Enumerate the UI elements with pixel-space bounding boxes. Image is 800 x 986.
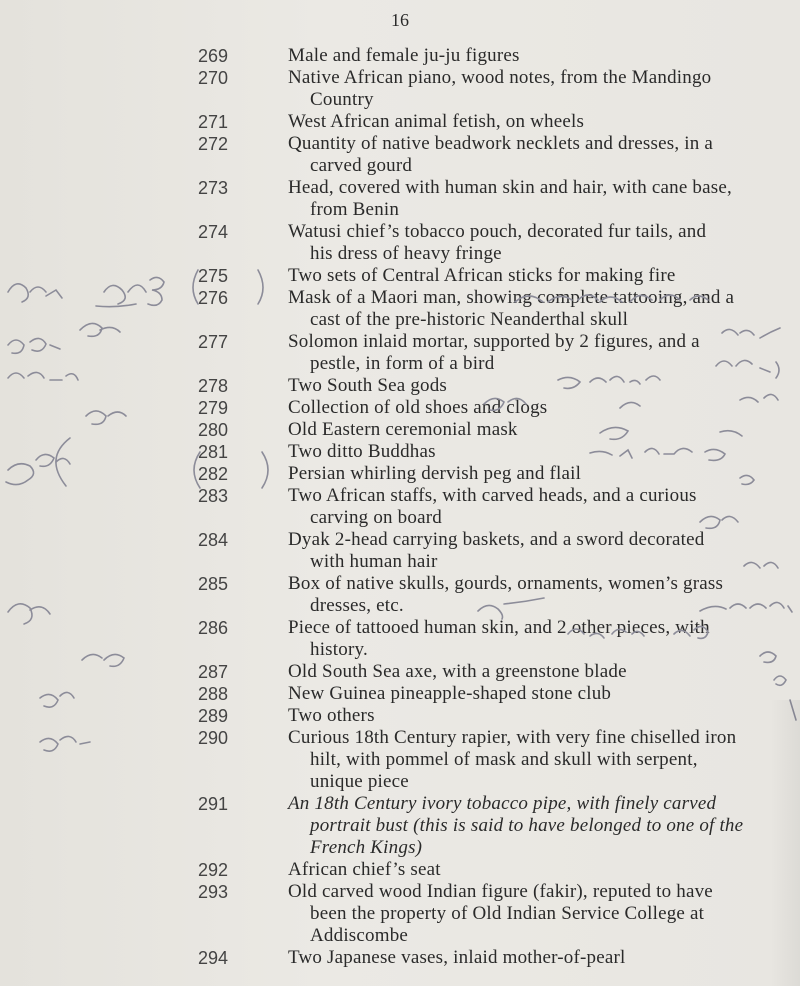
lot-number: 290	[198, 728, 229, 748]
lot-number: 287	[198, 662, 229, 682]
lot-description-line: Piece of tattooed human skin, and 2 other pieces, with	[288, 617, 710, 638]
lot-description-line: Two others	[288, 705, 375, 726]
lot-description-line: been the property of Old Indian Service College at	[310, 903, 705, 924]
lot-description-line: Addiscombe	[310, 925, 409, 946]
lot-number: 292	[198, 860, 229, 880]
lot-description-line: unique piece	[310, 771, 409, 792]
page-number: 16	[391, 10, 409, 30]
lot-description-line: with human hair	[310, 551, 438, 572]
lot-number: 273	[198, 178, 229, 198]
lot-description-line: pestle, in form of a bird	[310, 353, 495, 374]
lot-description-line: Two ditto Buddhas	[288, 441, 436, 462]
lot-description-line: Mask of a Maori man, showing complete tattooing, and a	[288, 287, 735, 308]
lot-description-line: Two sets of Central African sticks for making fire	[288, 265, 676, 286]
lot-number: 285	[198, 574, 229, 594]
lot-number: 289	[198, 706, 229, 726]
lot-description-line: Two African staffs, with carved heads, and a curious	[288, 485, 697, 506]
lot-number: 272	[198, 134, 229, 154]
page-edge-shadow	[770, 700, 800, 986]
lot-description-line: Collection of old shoes and clogs	[288, 397, 548, 418]
lot-description-line: Two South Sea gods	[288, 375, 448, 396]
lot-description-line: his dress of heavy fringe	[310, 243, 502, 264]
lot-description-line: hilt, with pommel of mask and skull with serpent,	[310, 749, 698, 770]
lot-description-line: Dyak 2-head carrying baskets, and a sword decorated	[288, 529, 705, 550]
lot-description-line: West African animal fetish, on wheels	[288, 111, 585, 132]
lot-number: 286	[198, 618, 229, 638]
lot-description-line: carving on board	[310, 507, 442, 528]
lot-number: 275	[198, 266, 229, 286]
lot-number: 279	[198, 398, 229, 418]
lot-number: 293	[198, 882, 229, 902]
lot-description-line: French Kings)	[310, 837, 423, 858]
lot-description-line: Curious 18th Century rapier, with very fine chiselled iron	[288, 727, 737, 748]
lot-description-line: Old South Sea axe, with a greenstone blade	[288, 661, 627, 682]
lot-number: 284	[198, 530, 229, 550]
lot-description-line: history.	[310, 639, 368, 660]
lot-description-line: Old carved wood Indian figure (fakir), reputed to have	[288, 881, 713, 902]
lot-description-line: dresses, etc.	[310, 595, 404, 616]
lot-number: 291	[198, 794, 229, 814]
lot-number: 269	[198, 46, 229, 66]
lot-number: 281	[198, 442, 229, 462]
lot-description-line: Native African piano, wood notes, from the Mandingo	[288, 67, 712, 88]
lot-number: 294	[198, 948, 229, 968]
lot-description-line: Old Eastern ceremonial mask	[288, 419, 518, 440]
lot-number: 277	[198, 332, 229, 352]
lot-number: 283	[198, 486, 229, 506]
lot-description-line: Watusi chief’s tobacco pouch, decorated fur tails, and	[288, 221, 707, 242]
lot-number: 282	[198, 464, 229, 484]
lot-description-line: Two Japanese vases, inlaid mother-of-pearl	[288, 947, 626, 968]
lot-description-line: An 18th Century ivory tobacco pipe, with finely carved	[288, 793, 717, 814]
lot-description-line: African chief’s seat	[288, 859, 441, 880]
lot-description-line: cast of the pre-historic Neanderthal skull	[310, 309, 629, 330]
lot-number: 271	[198, 112, 229, 132]
lot-description-line: Country	[310, 89, 374, 110]
lot-number: 278	[198, 376, 229, 396]
lot-description-line: Solomon inlaid mortar, supported by 2 figures, and a	[288, 331, 700, 352]
lot-number: 280	[198, 420, 229, 440]
lot-description-line: Persian whirling dervish peg and flail	[288, 463, 582, 484]
lot-number: 274	[198, 222, 229, 242]
lot-description-line: Quantity of native beadwork necklets and dresses, in a	[288, 133, 713, 154]
lot-description-line: carved gourd	[310, 155, 413, 176]
lot-number: 270	[198, 68, 229, 88]
lot-description-line: portrait bust (this is said to have belonged to one of the	[310, 815, 744, 836]
lot-description-line: Male and female ju-ju figures	[288, 45, 520, 66]
lot-description-line: Head, covered with human skin and hair, with cane base,	[288, 177, 732, 198]
lot-number: 276	[198, 288, 229, 308]
lot-number: 288	[198, 684, 229, 704]
lot-description-line: Box of native skulls, gourds, ornaments, women’s grass	[288, 573, 724, 594]
lot-description-line: New Guinea pineapple-shaped stone club	[288, 683, 612, 704]
lot-description-line: from Benin	[310, 199, 400, 220]
